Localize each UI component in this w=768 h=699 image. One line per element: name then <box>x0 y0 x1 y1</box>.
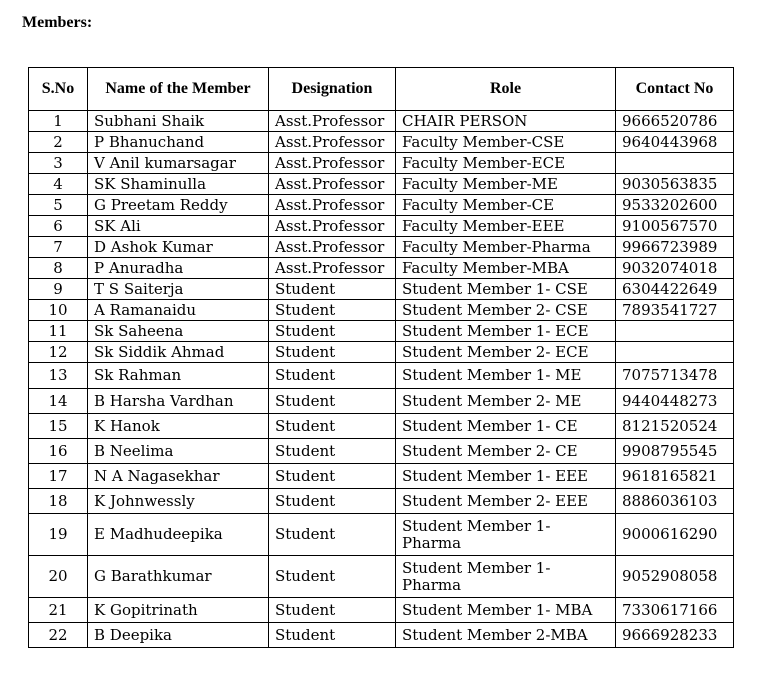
table-row <box>29 111 734 132</box>
cell-name: P Bhanuchand <box>88 132 269 153</box>
cell-name: T S Saiterja <box>88 279 269 300</box>
cell-designation: Student <box>269 439 396 464</box>
cell-name: K Hanok <box>88 414 269 439</box>
table-row <box>29 464 734 489</box>
cell-designation: Student <box>269 300 396 321</box>
cell-role: Student Member 1- EEE <box>396 464 616 489</box>
cell-contact: 9100567570 <box>616 216 734 237</box>
cell-designation: Student <box>269 489 396 514</box>
cell-role: Student Member 1- ME <box>396 363 616 389</box>
cell-designation: Student <box>269 464 396 489</box>
table-row <box>29 132 734 153</box>
cell-sno: 7 <box>29 237 88 258</box>
cell-role: Student Member 1- Pharma <box>396 514 616 556</box>
cell-name: D Ashok Kumar <box>88 237 269 258</box>
cell-sno: 17 <box>29 464 88 489</box>
cell-designation: Student <box>269 414 396 439</box>
table-row <box>29 556 734 598</box>
cell-role: Faculty Member-CE <box>396 195 616 216</box>
cell-designation: Asst.Professor <box>269 132 396 153</box>
cell-contact: 7075713478 <box>616 363 734 389</box>
table-row <box>29 153 734 174</box>
cell-contact: 9640443968 <box>616 132 734 153</box>
cell-name: B Deepika <box>88 623 269 648</box>
cell-name: V Anil kumarsagar <box>88 153 269 174</box>
cell-contact: 7330617166 <box>616 598 734 623</box>
cell-contact: 9030563835 <box>616 174 734 195</box>
cell-role: Student Member 1- CE <box>396 414 616 439</box>
cell-designation: Student <box>269 363 396 389</box>
cell-name: P Anuradha <box>88 258 269 279</box>
cell-role: Student Member 2- ME <box>396 389 616 414</box>
column-header-sno: S.No <box>29 68 88 111</box>
cell-designation: Asst.Professor <box>269 153 396 174</box>
table-row <box>29 514 734 556</box>
cell-role: Student Member 1- CSE <box>396 279 616 300</box>
cell-contact: 9966723989 <box>616 237 734 258</box>
column-header-name: Name of the Member <box>88 68 269 111</box>
cell-contact <box>616 321 734 342</box>
cell-sno: 1 <box>29 111 88 132</box>
cell-role: Student Member 2- CSE <box>396 300 616 321</box>
cell-role: Student Member 1- ECE <box>396 321 616 342</box>
cell-sno: 14 <box>29 389 88 414</box>
cell-name: K Gopitrinath <box>88 598 269 623</box>
cell-role: Student Member 1- Pharma <box>396 556 616 598</box>
cell-contact: 9908795545 <box>616 439 734 464</box>
cell-contact: 8886036103 <box>616 489 734 514</box>
cell-contact: 7893541727 <box>616 300 734 321</box>
cell-contact <box>616 153 734 174</box>
cell-sno: 18 <box>29 489 88 514</box>
cell-role: Student Member 1- MBA <box>396 598 616 623</box>
cell-name: G Barathkumar <box>88 556 269 598</box>
table-row <box>29 258 734 279</box>
cell-designation: Student <box>269 623 396 648</box>
cell-sno: 2 <box>29 132 88 153</box>
cell-contact: 9440448273 <box>616 389 734 414</box>
cell-sno: 4 <box>29 174 88 195</box>
cell-designation: Student <box>269 556 396 598</box>
table-row <box>29 598 734 623</box>
cell-name: A Ramanaidu <box>88 300 269 321</box>
cell-name: B Harsha Vardhan <box>88 389 269 414</box>
cell-sno: 5 <box>29 195 88 216</box>
cell-sno: 20 <box>29 556 88 598</box>
cell-contact: 8121520524 <box>616 414 734 439</box>
cell-name: E Madhudeepika <box>88 514 269 556</box>
cell-designation: Student <box>269 514 396 556</box>
cell-name: Sk Rahman <box>88 363 269 389</box>
cell-sno: 3 <box>29 153 88 174</box>
cell-sno: 10 <box>29 300 88 321</box>
cell-role: Student Member 2-MBA <box>396 623 616 648</box>
cell-contact: 9618165821 <box>616 464 734 489</box>
members-table-body <box>29 111 734 648</box>
cell-designation: Student <box>269 389 396 414</box>
column-header-designation: Designation <box>269 68 396 111</box>
table-row <box>29 300 734 321</box>
cell-designation: Student <box>269 598 396 623</box>
cell-designation: Student <box>269 279 396 300</box>
table-row <box>29 363 734 389</box>
cell-name: K Johnwessly <box>88 489 269 514</box>
cell-sno: 15 <box>29 414 88 439</box>
cell-contact: 9666928233 <box>616 623 734 648</box>
table-row <box>29 279 734 300</box>
cell-contact: 9666520786 <box>616 111 734 132</box>
cell-role: Student Member 2- ECE <box>396 342 616 363</box>
members-table <box>28 67 734 648</box>
table-row <box>29 489 734 514</box>
table-header-row <box>29 68 734 111</box>
cell-contact: 6304422649 <box>616 279 734 300</box>
table-row <box>29 195 734 216</box>
column-header-role: Role <box>396 68 616 111</box>
cell-designation: Student <box>269 342 396 363</box>
cell-sno: 13 <box>29 363 88 389</box>
cell-sno: 11 <box>29 321 88 342</box>
cell-sno: 21 <box>29 598 88 623</box>
cell-sno: 12 <box>29 342 88 363</box>
table-row <box>29 389 734 414</box>
cell-designation: Asst.Professor <box>269 216 396 237</box>
cell-role: Faculty Member-ECE <box>396 153 616 174</box>
cell-name: SK Ali <box>88 216 269 237</box>
cell-name: SK Shaminulla <box>88 174 269 195</box>
cell-role: Faculty Member-ME <box>396 174 616 195</box>
cell-name: G Preetam Reddy <box>88 195 269 216</box>
table-row <box>29 237 734 258</box>
cell-role: CHAIR PERSON <box>396 111 616 132</box>
cell-role: Student Member 2- CE <box>396 439 616 464</box>
cell-sno: 16 <box>29 439 88 464</box>
cell-sno: 9 <box>29 279 88 300</box>
cell-designation: Asst.Professor <box>269 111 396 132</box>
table-row <box>29 216 734 237</box>
cell-contact: 9000616290 <box>616 514 734 556</box>
cell-role: Faculty Member-MBA <box>396 258 616 279</box>
cell-sno: 6 <box>29 216 88 237</box>
cell-sno: 8 <box>29 258 88 279</box>
cell-sno: 19 <box>29 514 88 556</box>
cell-name: N A Nagasekhar <box>88 464 269 489</box>
cell-name: Sk Saheena <box>88 321 269 342</box>
cell-role: Faculty Member-Pharma <box>396 237 616 258</box>
table-row <box>29 342 734 363</box>
cell-name: Sk Siddik Ahmad <box>88 342 269 363</box>
page-heading: Members: <box>22 14 93 31</box>
cell-contact: 9052908058 <box>616 556 734 598</box>
cell-designation: Student <box>269 321 396 342</box>
cell-role: Faculty Member-CSE <box>396 132 616 153</box>
cell-name: B Neelima <box>88 439 269 464</box>
table-row <box>29 321 734 342</box>
cell-designation: Asst.Professor <box>269 237 396 258</box>
cell-role: Student Member 2- EEE <box>396 489 616 514</box>
table-row <box>29 623 734 648</box>
table-row <box>29 414 734 439</box>
cell-designation: Asst.Professor <box>269 258 396 279</box>
cell-designation: Asst.Professor <box>269 174 396 195</box>
column-header-contact: Contact No <box>616 68 734 111</box>
cell-designation: Asst.Professor <box>269 195 396 216</box>
cell-sno: 22 <box>29 623 88 648</box>
cell-contact: 9032074018 <box>616 258 734 279</box>
table-row <box>29 174 734 195</box>
cell-role: Faculty Member-EEE <box>396 216 616 237</box>
cell-contact: 9533202600 <box>616 195 734 216</box>
cell-name: Subhani Shaik <box>88 111 269 132</box>
table-row <box>29 439 734 464</box>
cell-contact <box>616 342 734 363</box>
